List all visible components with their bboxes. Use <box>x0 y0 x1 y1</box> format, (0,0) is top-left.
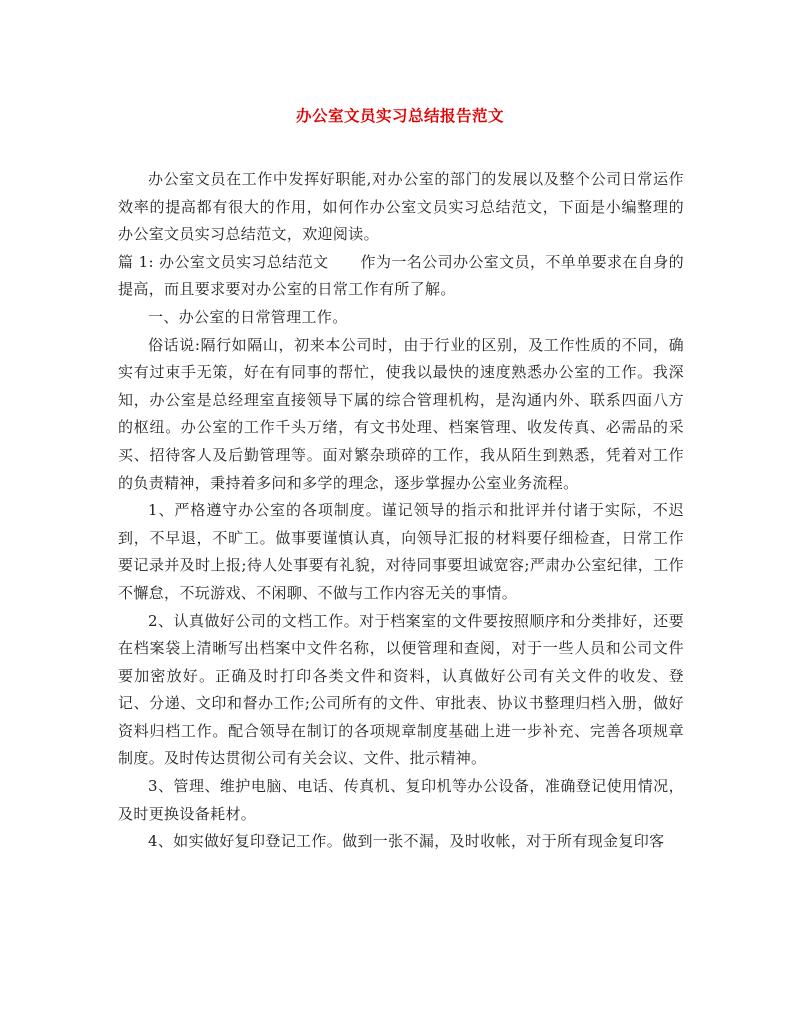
saying-paragraph: 俗话说:隔行如隔山，初来本公司时，由于行业的区别，及工作性质的不同，确实有过束手无策，好在有同事的帮忙，使我以最快的速度熟悉办公室的工作。我深知，办公室是总经理室直接领导下属的综合管理机构，是沟通内外、联系四面八方的枢纽。办公室的工作千头万绪，有文书处理、档案管理、收发传真、必需品的采买、招待客人及后勤管理等。面对繁杂琐碎的工作，我从陌生到熟悉，凭着对工作的负责精神，秉持着多问和多学的理念，逐步掌握办公室业务流程。 <box>118 335 684 492</box>
intro-paragraph: 办公室文员在工作中发挥好职能,对办公室的部门的发展以及整个公司日常运作效率的提高都有很大的作用，如何作办公室文员实习总结范文，下面是小编整理的办公室文员实习总结范文，欢迎阅读。 <box>118 170 684 244</box>
pian-paragraph <box>118 249 684 304</box>
list-item-4: 4、如实做好复印登记工作。做到一张不漏，及时收帐，对于所有现金复印客 <box>148 832 665 851</box>
document-title: 办公室文员实习总结报告范文 <box>295 106 504 125</box>
pian-text: 作为一名公司办公室文员，不单单要求在自身的提高，而且要求要对办公室的日常工作有所了解。 <box>118 252 684 299</box>
list-item-2: 2、认真做好公司的文档工作。对于档案室的文件要按照顺序和分类排好，还要在档案袋上清晰写出档案中文件名称，以便管理和查阅，对于一些人员和公司文件要加密放好。正确及时打印各类文件和资料，认真做好公司有关文件的收发、登记、分递、文印和督办工作;公司所有的文件、审批表、协议书整理归档入册，做好资料归档工作。配合领导在制订的各项规章制度基础上进一步补充、完善各项规章制度。及时传达贯彻公司有关会议、文件、批示精神。 <box>118 611 684 768</box>
pian-label: 篇 1: 办公室文员实习总结范文 <box>118 252 329 271</box>
section-heading-1: 一、办公室的日常管理工作。 <box>148 307 348 326</box>
list-item-1: 1、严格遵守办公室的各项制度。谨记领导的指示和批评并付诸于实际，不迟到，不早退，不旷工。做事要谨慎认真，向领导汇报的材料要仔细检查，日常工作要记录并及时上报;待人处事要有礼貌，对待同事要坦诚宽容;严肃办公室纪律，工作不懈怠，不玩游戏、不闲聊、不做与工作内容无关的事情。 <box>118 501 684 602</box>
list-item-3: 3、管理、维护电脑、电话、传真机、复印机等办公设备，准确登记使用情况，及时更换设备耗材。 <box>118 777 684 823</box>
document-body <box>118 166 684 856</box>
